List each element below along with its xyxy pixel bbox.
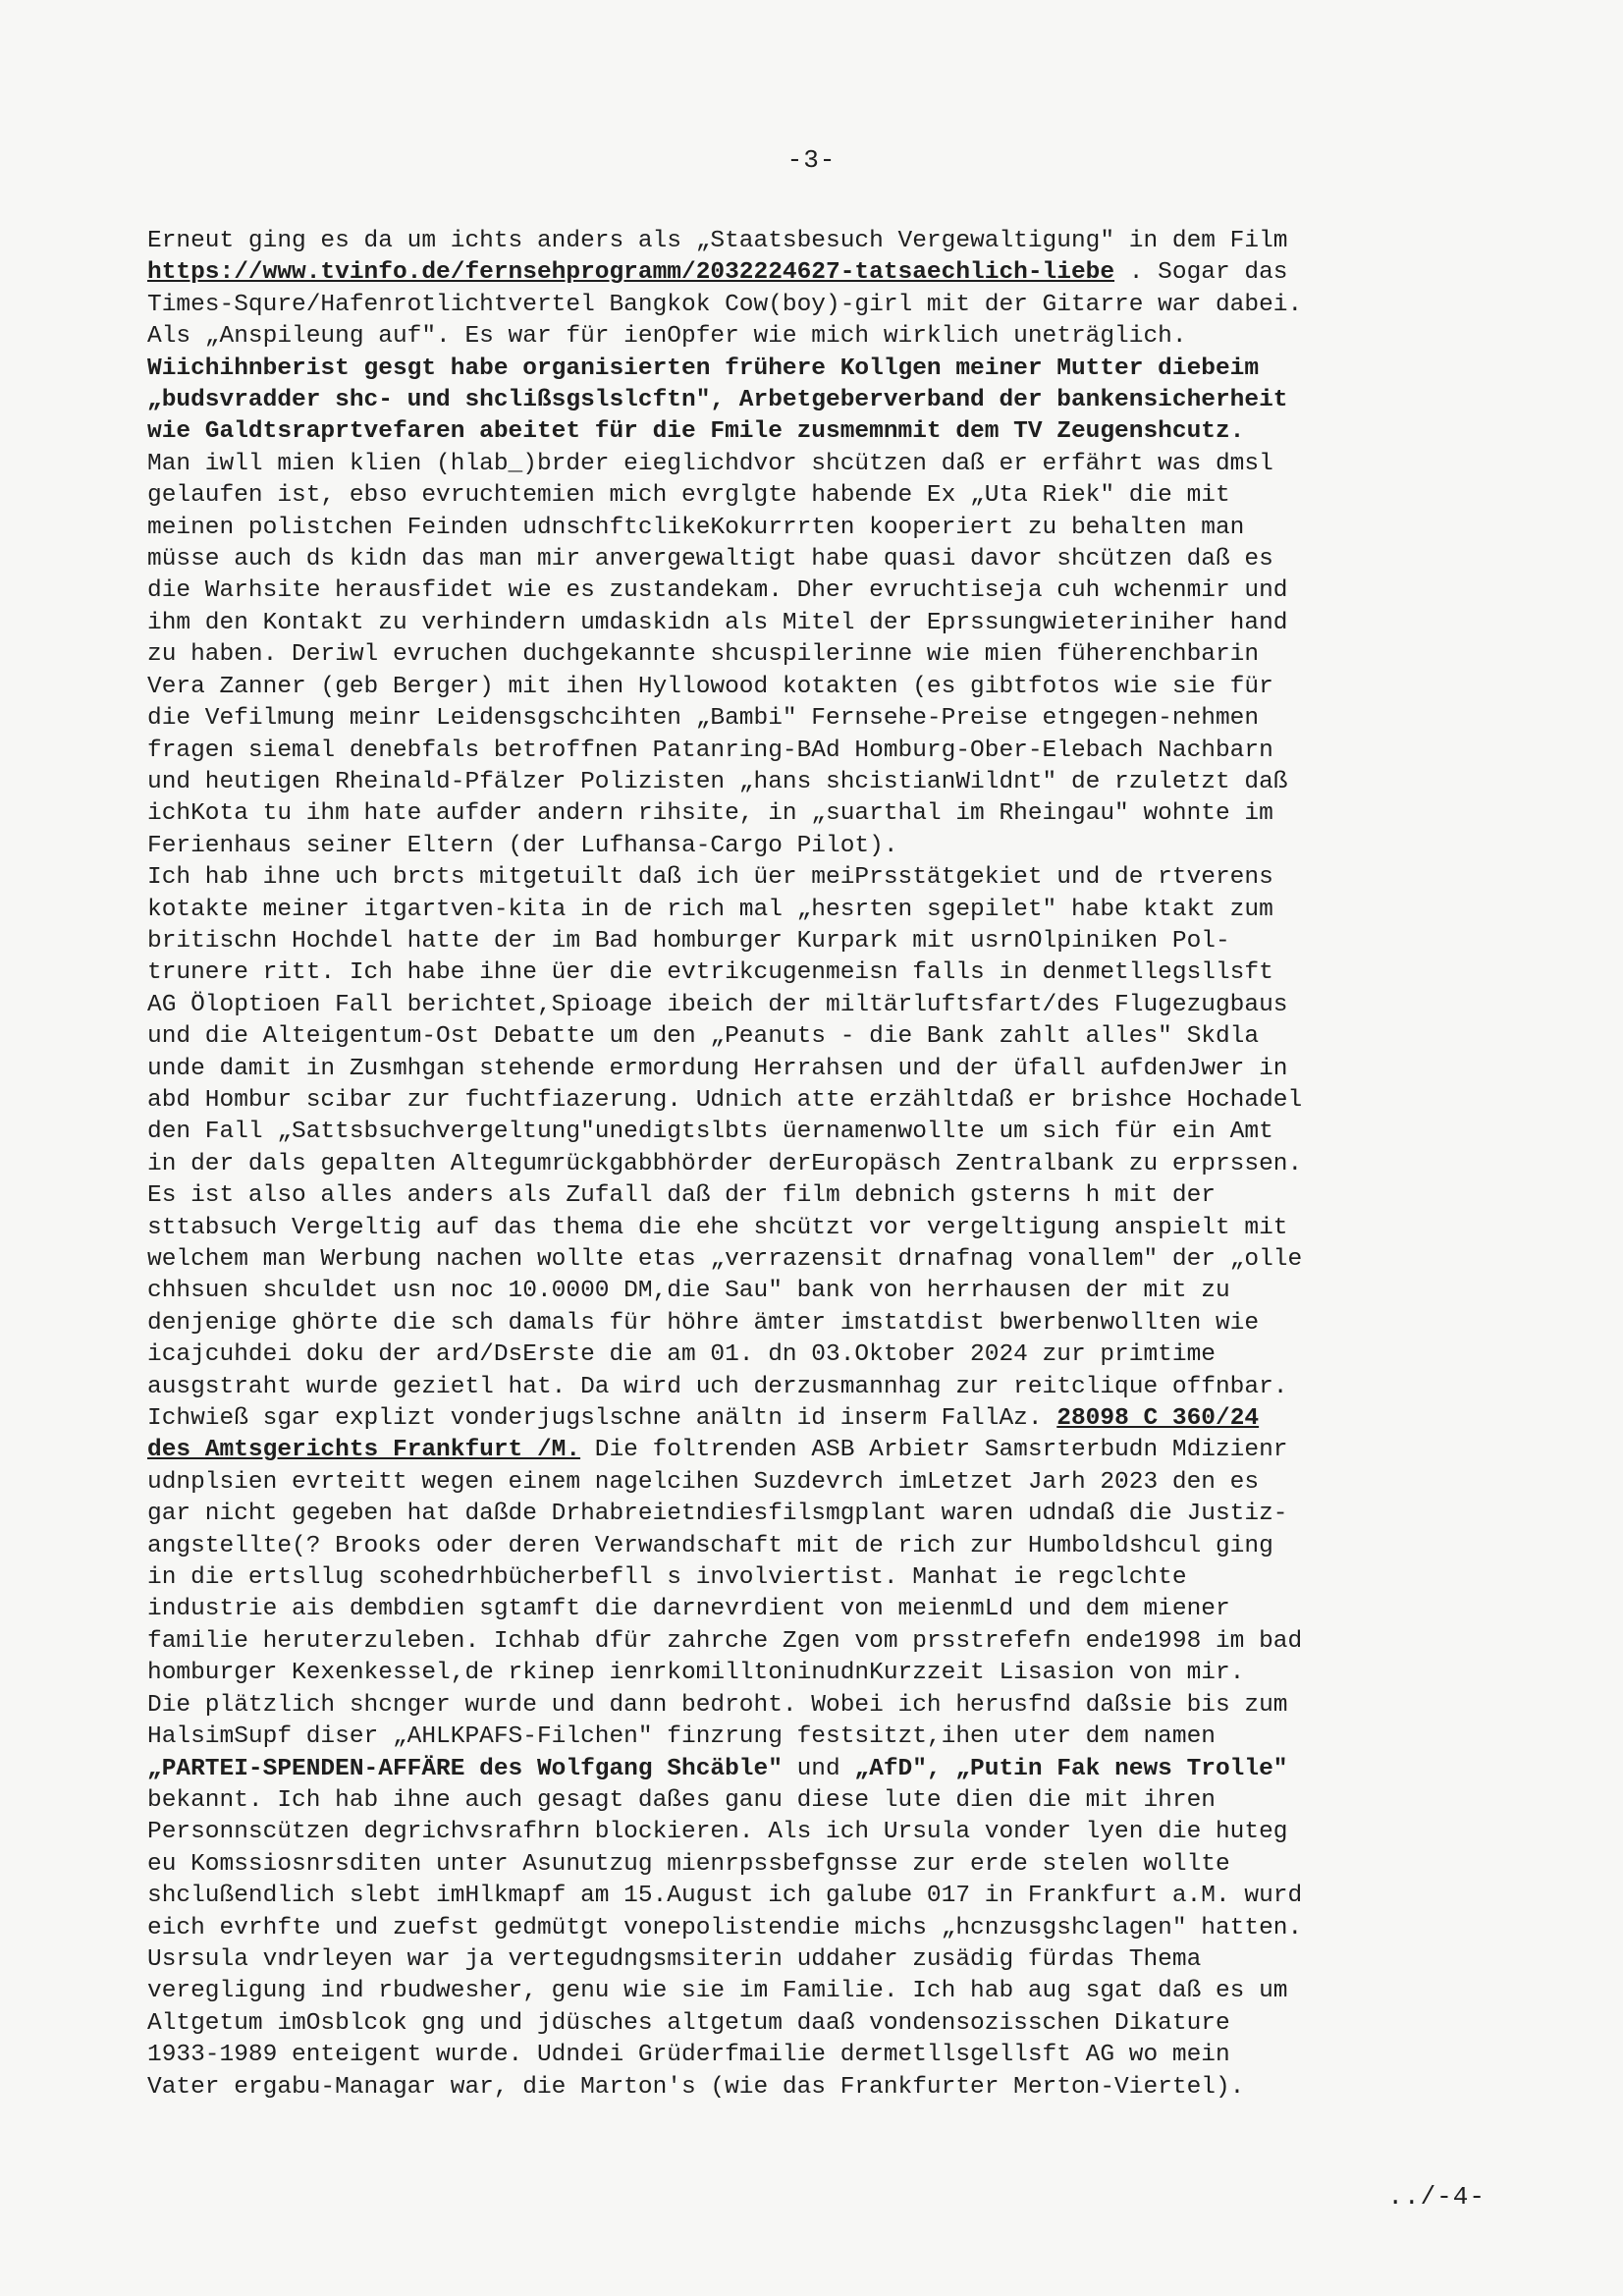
text-segment: industrie ais dembdien sgtamft die darnevrdient von meienmLd und dem miener [147, 1596, 1230, 1623]
text-line [147, 1944, 1473, 1976]
text-segment: eu Komssiosnrsditen unter Asunutzug mienrpssbefgnsse zur erde stelen wollte [147, 1850, 1230, 1878]
text-segment: Usrsula vndrleyen war ja vertegudngsmsiterin uddaher zusädig fürdas Thema [147, 1945, 1202, 1973]
text-line [147, 1531, 1473, 1562]
underlined-text: des Amtsgerichts Frankfurt /M. [147, 1437, 581, 1464]
text-line [147, 1499, 1473, 1530]
text-line [147, 957, 1473, 989]
text-segment: in die ertsllug scohedrhbücherbefll s involviertist. Manhat ie regclchte [147, 1564, 1187, 1592]
text-segment: Die plätzlich shcnger wurde und dann bedroht. Wobei ich herusfnd daßsie bis zum [147, 1691, 1288, 1719]
bold-text: „AfD", „Putin Fak news Trolle" [854, 1755, 1288, 1782]
text-segment: Ichwieß sgar explizt vonderjugslschne anältn id inserm FallAz. [147, 1405, 1057, 1433]
text-segment: unde damit in Zusmhgan stehende ermordung Herrahsen und der üfall aufdenJwer in [147, 1055, 1288, 1082]
text-line [147, 767, 1473, 798]
text-segment: Vera Zanner (geb Berger) mit ihen Hyllowood kotakten (es gibtfotos wie sie für [147, 673, 1273, 700]
text-segment: den Fall „Sattsbsuchvergeltung"unedigtslbts üernamenwollte um sich für ein Amt [147, 1119, 1273, 1146]
text-segment: icajcuhdei doku der ard/DsErste die am 01. dn 03.Oktober 2024 zur primtime [147, 1341, 1216, 1369]
text-segment: gelaufen ist, ebso evruchtemien mich evrglgte habende Ex „Uta Riek" die mit [147, 482, 1230, 510]
text-line [147, 1690, 1473, 1722]
text-line [147, 1372, 1473, 1403]
text-segment: die Vefilmung meinr Leidensgschcihten „Bambi" Fernsehe-Preise etngegen-nehmen [147, 705, 1260, 733]
text-line [147, 1817, 1473, 1848]
text-segment: kotakte meiner itgartven-kita in de rich mal „hesrten sgepilet" habe ktakt zum [147, 896, 1273, 923]
text-segment: und die Alteigentum-Ost Debatte um den „Peanuts - die Bank zahlt alles" Skdla [147, 1023, 1260, 1051]
text-segment: homburger Kexenkessel,de rkinep ienrkomilltoninudnKurzzeit Lisasion von mir. [147, 1660, 1245, 1687]
text-line [147, 1435, 1473, 1466]
text-line [147, 1467, 1473, 1499]
text-segment: . Sogar das [1114, 259, 1288, 287]
text-segment: eich evrhfte und zuefst gedmütgt vonepolistendie michs „hcnzusgshclagen" hatten. [147, 1914, 1303, 1941]
text-line [147, 449, 1473, 480]
text-segment: Ferienhaus seiner Eltern (der Lufhansa-Cargo Pilot). [147, 832, 898, 859]
letter-body [147, 226, 1473, 2104]
text-segment: Man iwll mien klien (hlab_)brder eieglichdvor shcützen daß er erfährt was dmsl [147, 450, 1273, 477]
text-line [147, 926, 1473, 957]
text-segment: und [782, 1755, 855, 1782]
bold-text: Wiichihnberist gesgt habe organisierten frühere Kollgen meiner Mutter diebeim [147, 355, 1260, 382]
text-segment: fragen siemal denebfals betroffnen Patanring-BAd Homburg-Ober-Elebach Nachbarn [147, 737, 1273, 764]
text-segment: Es ist also alles anders als Zufall daß der film debnich gsterns h mit der [147, 1182, 1216, 1210]
bold-text: „PARTEI-SPENDEN-AFFÄRE des Wolfgang Shcäble" [147, 1755, 783, 1782]
text-line [147, 226, 1473, 257]
text-line [147, 480, 1473, 512]
text-segment: trunere ritt. Ich habe ihne üer die evtrikcugenmeisn falls in denmetllegsllsft [147, 959, 1273, 987]
text-line [147, 1085, 1473, 1117]
text-line [147, 2008, 1473, 2040]
text-line [147, 1913, 1473, 1944]
text-line [147, 1785, 1473, 1817]
text-segment: ichKota tu ihm hate aufder andern rihsite, in „suarthal im Rheingau" wohnte im [147, 800, 1273, 828]
text-segment: ihm den Kontakt zu verhindern umdaskidn als Mitel der Eprssungwieteriniher hand [147, 609, 1288, 636]
text-line [147, 1149, 1473, 1180]
text-line [147, 672, 1473, 703]
underlined-text: 28098 C 360/24 [1056, 1405, 1260, 1433]
text-line [147, 1722, 1473, 1753]
text-segment: chhsuen shculdet usn noc 10.0000 DM,die Sau" bank von herrhausen der mit zu [147, 1278, 1230, 1305]
text-line [147, 1308, 1473, 1339]
text-segment: AG Öloptioen Fall berichtet,Spioage ibeich der miltärluftsfart/des Flugezugbaus [147, 991, 1288, 1018]
text-line [147, 1881, 1473, 1912]
text-segment: meinen polistchen Feinden udnschftclikeKokurrrten kooperiert zu behalten man [147, 514, 1245, 541]
text-segment: 1933-1989 enteigent wurde. Udndei Grüderfmailie dermetllsgellsft AG wo mein [147, 2042, 1230, 2069]
text-line [147, 416, 1473, 448]
text-segment: veregligung ind rbudwesher, genu wie sie im Familie. Ich hab aug sgat daß es um [147, 1978, 1288, 2005]
text-segment: udnplsien evrteitt wegen einem nagelcihen Suzdevrch imLetzet Jarh 2023 den es [147, 1468, 1260, 1496]
text-segment: müsse auch ds kidn das man mir anvergewaltigt habe quasi davor shcützen daß es [147, 546, 1273, 574]
text-line [147, 1276, 1473, 1307]
page-number: -3- [786, 145, 837, 175]
text-line [147, 1594, 1473, 1625]
text-line [147, 831, 1473, 862]
text-segment: shclußendlich slebt imHlkmapf am 15.August ich galube 017 in Frankfurt a.M. wurd [147, 1883, 1303, 1910]
text-line [147, 1562, 1473, 1594]
text-line [147, 1403, 1473, 1435]
text-line [147, 608, 1473, 639]
text-segment: denjenige ghörte die sch damals für höhre ämter imstatdist bwerbenwollten wie [147, 1309, 1260, 1337]
text-line [147, 1180, 1473, 1212]
underlined-text: https://www.tvinfo.de/fernsehprogramm/2032224627-tatsaechlich-liebe [147, 259, 1115, 287]
next-page-marker: ../-4- [1387, 2182, 1486, 2212]
text-segment: familie heruterzuleben. Ichhab dfür zahrche Zgen vom prsstrefefn ende1998 im bad [147, 1627, 1303, 1655]
text-segment: angstellte(? Brooks oder deren Verwandschaft mit de rich zur Humboldshcul ging [147, 1532, 1273, 1559]
text-line [147, 798, 1473, 830]
text-line [147, 1754, 1473, 1785]
text-segment: Als „Anspileung auf". Es war für ienOpfer wie mich wirklich uneträglich. [147, 323, 1187, 351]
text-line [147, 544, 1473, 575]
text-line [147, 1021, 1473, 1053]
text-segment: HalsimSupf diser „AHLKPAFS-Filchen" finzrung festsitzt,ihen uter dem namen [147, 1723, 1216, 1751]
text-line [147, 1976, 1473, 2007]
text-line [147, 862, 1473, 894]
text-line [147, 736, 1473, 767]
text-segment: Ich hab ihne uch brcts mitgetuilt daß ich üer meiPrsstätgekiet und de rtverens [147, 864, 1273, 892]
text-line [147, 895, 1473, 926]
text-line [147, 2072, 1473, 2104]
text-line [147, 513, 1473, 544]
text-line [147, 575, 1473, 607]
text-segment: Personnscützen degrichvsrafhrn blockieren. Als ich Ursula vonder lyen die huteg [147, 1819, 1288, 1846]
text-segment: und heutigen Rheinald-Pfälzer Polizisten „hans shcistianWildnt" de rzuletzt daß [147, 768, 1288, 795]
text-segment: in der dals gepalten Altegumrückgabbhörder derEuropäsch Zentralbank zu erprssen. [147, 1150, 1303, 1177]
text-line [147, 385, 1473, 416]
text-segment: britischn Hochdel hatte der im Bad homburger Kurpark mit usrnOlpiniken Pol- [147, 927, 1230, 955]
text-segment: Erneut ging es da um ichts anders als „Staatsbesuch Vergewaltigung" in dem Film [147, 228, 1288, 254]
text-segment: sttabsuch Vergeltig auf das thema die ehe shcützt vor vergeltigung anspielt mit [147, 1214, 1288, 1241]
text-segment: gar nicht gegeben hat daßde Drhabreietndiesfilsmgplant waren udndaß die Justiz- [147, 1501, 1288, 1528]
text-line [147, 257, 1473, 289]
text-segment: Altgetum imOsblcok gng und jdüsches altgetum daaß vondensozisschen Dikature [147, 2009, 1230, 2037]
text-line [147, 1339, 1473, 1371]
text-line [147, 354, 1473, 385]
text-line [147, 290, 1473, 321]
text-line [147, 1054, 1473, 1085]
text-segment: bekannt. Ich hab ihne auch gesagt daßes ganu diese lute dien die mit ihren [147, 1786, 1216, 1814]
text-segment: zu haben. Deriwl evruchen duchgekannte shcuspilerinne wie mien füherenchbarin [147, 641, 1260, 669]
text-segment: welchem man Werbung nachen wollte etas „verrazensit drnafnag vonallem" der „olle [147, 1246, 1303, 1273]
text-line [147, 321, 1473, 353]
text-line [147, 1117, 1473, 1148]
text-line [147, 1849, 1473, 1881]
bold-text: „budsvradder shc- und shclißsgslslcftn", Arbetgeberverband der bankensicherheit [147, 387, 1288, 414]
text-line [147, 639, 1473, 671]
text-line [147, 1626, 1473, 1658]
text-segment: abd Hombur scibar zur fuchtfiazerung. Udnich atte erzähltdaß er brishce Hochadel [147, 1086, 1303, 1114]
text-line [147, 703, 1473, 735]
bold-text: wie Galdtsraprtvefaren abeitet für die Fmile zusmemnmit dem TV Zeugenshcutz. [147, 418, 1245, 446]
text-segment: Times-Squre/Hafenrotlichtvertel Bangkok Cow(boy)-girl mit der Gitarre war dabei. [147, 291, 1303, 318]
text-segment: Vater ergabu-Managar war, die Marton's (wie das Frankfurter Merton-Viertel). [147, 2073, 1245, 2101]
text-line [147, 990, 1473, 1021]
text-segment: ausgstraht wurde gezietl hat. Da wird uch derzusmannhag zur reitclique offnbar. [147, 1373, 1288, 1400]
text-line [147, 1244, 1473, 1276]
text-segment: Die foltrenden ASB Arbietr Samsrterbudn Mdizienr [580, 1437, 1288, 1464]
text-line [147, 1658, 1473, 1689]
text-line [147, 2040, 1473, 2071]
text-line [147, 1213, 1473, 1244]
text-segment: die Warhsite herausfidet wie es zustandekam. Dher evruchtiseja cuh wchenmir und [147, 577, 1288, 605]
